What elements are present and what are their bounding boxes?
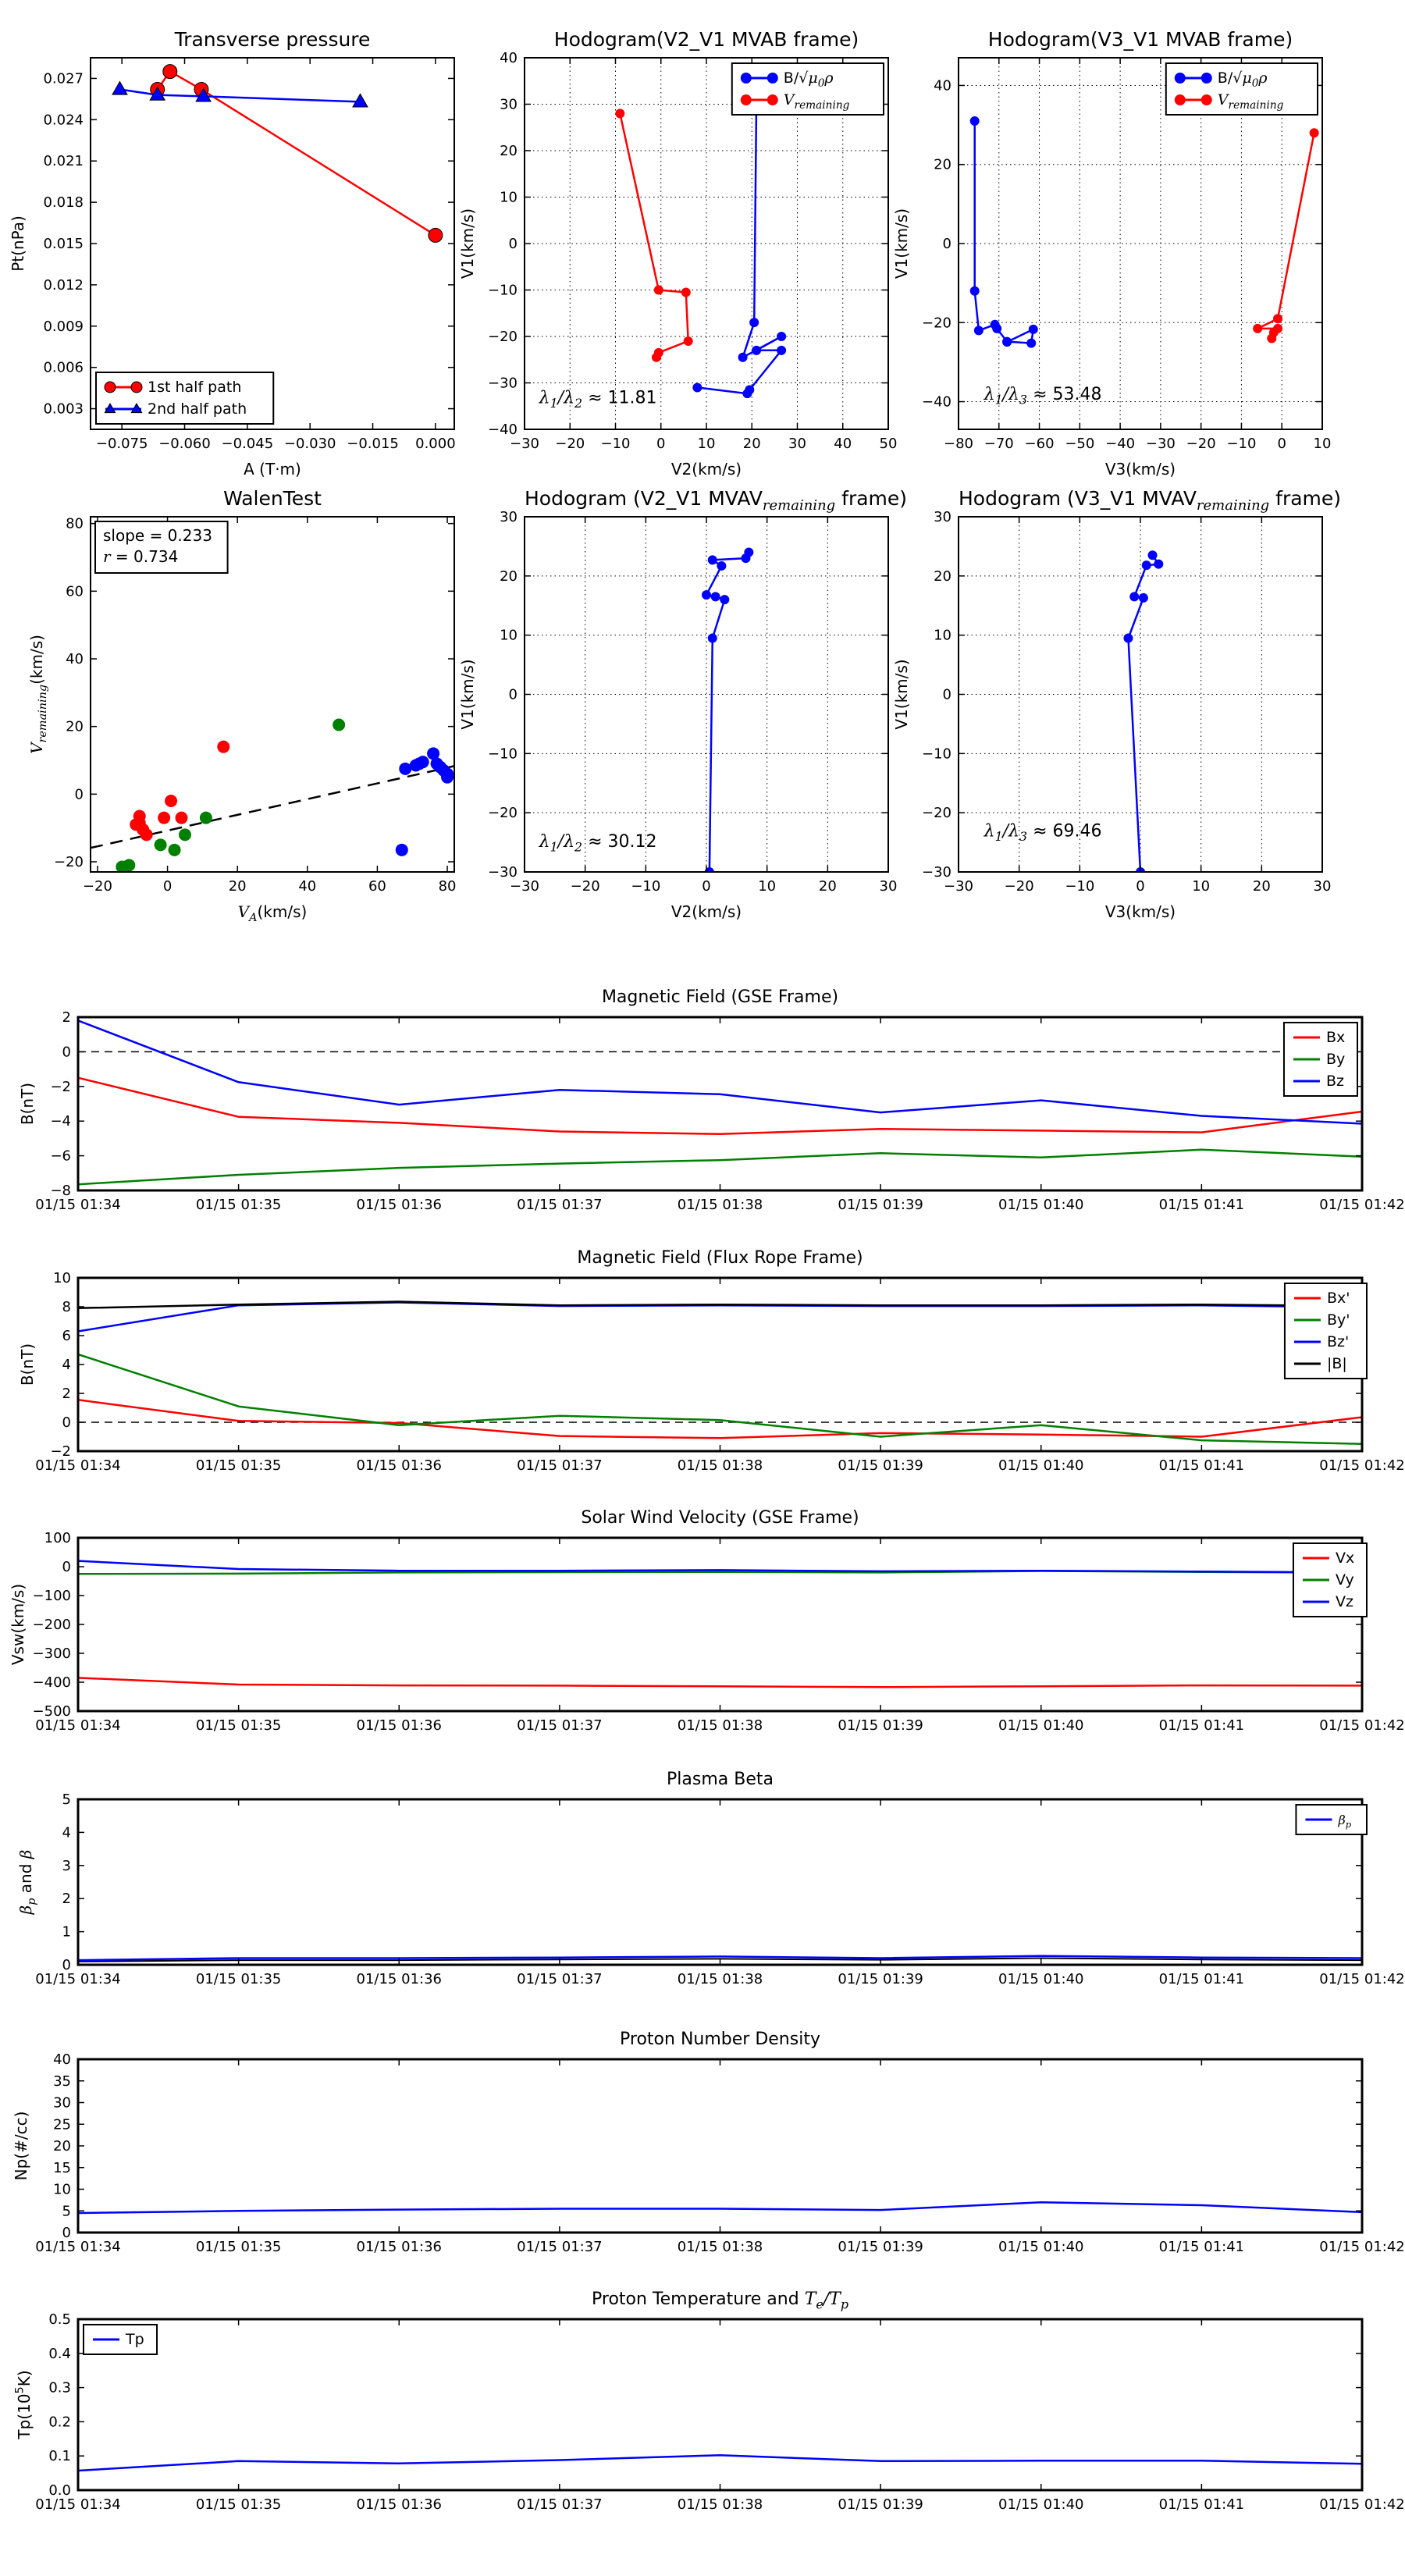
svg-text:6: 6 [62,1328,71,1344]
svg-text:0: 0 [1136,878,1145,895]
svg-text:−200: −200 [32,1617,71,1633]
svg-text:5: 5 [62,1791,71,1808]
svg-text:Vy: Vy [1335,1571,1354,1589]
svg-text:01/15 01:36: 01/15 01:36 [356,2496,442,2513]
svg-text:4: 4 [62,1357,71,1373]
svg-text:01/15 01:42: 01/15 01:42 [1319,1457,1405,1474]
svg-text:40: 40 [66,651,84,667]
svg-text:5: 5 [62,2203,71,2220]
svg-text:01/15 01:40: 01/15 01:40 [998,1197,1084,1213]
svg-text:01/15 01:37: 01/15 01:37 [517,1971,603,1987]
svg-text:0: 0 [74,786,84,803]
svg-text:−20: −20 [54,854,84,870]
grid [525,517,888,872]
svg-text:10: 10 [500,189,518,206]
svg-text:30: 30 [934,509,951,525]
svg-text:60: 60 [368,878,386,895]
svg-text:01/15 01:36: 01/15 01:36 [356,1971,442,1987]
svg-text:B/√μ0ρ: $B/√\mu_0\rho$ [783,69,834,90]
axes [27,516,456,924]
svg-text:0: 0 [62,1957,71,1973]
svg-text:20: 20 [818,878,837,895]
chart-magnetic-field-flux-rope [18,1270,1405,1474]
legend [84,2325,157,2354]
svg-text:−20: −20 [1186,436,1216,452]
svg-text:60: 60 [66,583,84,600]
legend [1285,1283,1367,1379]
annotation: $\lambda_1/\lambda_2 \approx 11.81$ [539,388,657,411]
svg-text:80: 80 [438,878,457,895]
svg-text:01/15 01:35: 01/15 01:35 [195,1971,282,1987]
svg-text:0.000: 0.000 [415,436,456,452]
title-magnetic-field-gse: Magnetic Field (GSE Frame) [601,987,839,1007]
series-2nd-half-path [112,82,368,107]
svg-text:0: 0 [702,878,711,895]
svg-text:01/15 01:38: 01/15 01:38 [677,2496,763,2513]
series-scatter-red [130,741,229,841]
svg-text:4: 4 [62,1824,71,1841]
series-by [78,1150,1362,1184]
svg-text:2: 2 [62,1009,71,1026]
svg-text:01/15 01:38: 01/15 01:38 [677,1971,763,1987]
y-axis-label: Vsw(km/s) [9,1583,27,1666]
svg-text:−30: −30 [488,375,518,392]
svg-text:30: 30 [500,509,518,525]
svg-text:20: 20 [742,436,761,452]
svg-text:40: 40 [934,77,951,94]
svg-text:0.027: 0.027 [43,70,84,87]
svg-text:2: 2 [62,1386,71,1402]
title-proton-temperature: Proton Temperature and $T_e/T_p$ [592,2290,848,2312]
svg-text:−20: −20 [1004,878,1034,895]
svg-text:30: 30 [879,878,898,895]
svg-text:−80: −80 [944,436,973,452]
title-hodogram-v3v1-mvav: Hodogram (V3_V1 $MVAV_{remaining}$ frame) [959,487,1342,514]
svg-text:−0.015: −0.015 [347,436,399,452]
annotation: $\lambda_1/\lambda_3 \approx 53.48$ [984,384,1102,407]
svg-text:30: 30 [53,2094,71,2112]
svg-text:01/15 01:41: 01/15 01:41 [1158,1197,1245,1213]
svg-text:−10: −10 [922,745,951,763]
y-axis-label: $\beta_p$ and β [16,1849,38,1915]
stats-box [95,521,228,573]
legend [96,372,273,424]
svg-text:01/15 01:38: 01/15 01:38 [677,1457,763,1474]
svg-text:30: 30 [500,96,518,113]
svg-text:B/√μ0ρ: $B/√\mu_0\rho$ [1217,69,1268,90]
svg-text:01/15 01:38: 01/15 01:38 [677,2239,763,2255]
svg-text:01/15 01:39: 01/15 01:39 [838,2239,923,2255]
svg-text:1st half path: 1st half path [148,379,242,396]
legend [1284,1023,1357,1096]
chart-solar-wind-velocity [9,1530,1405,1734]
svg-text:−2: −2 [50,1078,71,1095]
svg-text:01/15 01:34: 01/15 01:34 [35,2496,121,2513]
svg-text:30: 30 [788,436,806,452]
svg-text:30: 30 [1313,878,1332,895]
y-axis-label: Pt(nPa) [9,215,27,272]
series-by- [78,1354,1362,1444]
title-hodogram-v3v1-mvab: Hodogram(V3_V1 MVAB frame) [987,28,1293,51]
y-axis-label: V1(km/s) [458,208,477,279]
legend [1296,1805,1367,1834]
svg-text:01/15 01:34: 01/15 01:34 [35,2239,121,2255]
svg-text:−10: −10 [631,878,661,895]
svg-text:15: 15 [53,2159,71,2176]
svg-text:0: 0 [62,2225,71,2241]
svg-text:Bx': Bx' [1326,1290,1350,1307]
axes [18,1009,1405,1213]
svg-text:01/15 01:34: 01/15 01:34 [35,1971,121,1987]
svg-text:20: 20 [228,878,247,895]
svg-text:01/15 01:38: 01/15 01:38 [677,1197,763,1213]
series-scatter-blue [396,747,454,856]
svg-text:20: 20 [500,143,518,159]
svg-text:0.5: 0.5 [48,2311,71,2328]
svg-text:01/15 01:35: 01/15 01:35 [195,1457,282,1474]
chart-hodogram-v2v1-mvav [458,509,897,921]
series-vx [78,1678,1362,1687]
svg-text:−8: −8 [50,1183,71,1199]
svg-text:01/15 01:37: 01/15 01:37 [517,2496,603,2513]
svg-text:20: 20 [1252,878,1271,895]
svg-text:Bz': Bz' [1326,1333,1350,1350]
svg-text:01/15 01:34: 01/15 01:34 [35,1717,121,1734]
svg-text:Bz: Bz [1325,1073,1344,1090]
svg-text:−30: −30 [922,864,951,881]
chart-magnetic-field-gse [18,1009,1405,1213]
svg-text:−20: −20 [922,315,951,332]
svg-text:−30: −30 [510,878,539,895]
svg-text:01/15 01:40: 01/15 01:40 [998,1457,1084,1474]
series-bz- [78,1303,1362,1332]
svg-text:Vx: Vx [1335,1550,1355,1567]
series-1st-half-path [151,65,443,243]
svg-text:−0.030: −0.030 [283,436,336,452]
svg-text:−30: −30 [488,864,518,881]
title-magnetic-field-fr: Magnetic Field (Flux Rope Frame) [577,1248,863,1268]
svg-text:01/15 01:41: 01/15 01:41 [1158,1457,1245,1474]
svg-text:01/15 01:42: 01/15 01:42 [1319,2496,1405,2513]
chart-hodogram-v3v1-mvab [892,58,1331,479]
svg-text:−30: −30 [1145,436,1176,452]
title-hodogram-v2v1-mvab: Hodogram(V2_V1 MVAB frame) [553,28,859,51]
svg-text:01/15 01:39: 01/15 01:39 [838,1971,923,1987]
svg-text:Tp: Tp [126,2331,144,2348]
svg-text:0.021: 0.021 [43,153,84,170]
svg-text:01/15 01:37: 01/15 01:37 [517,2239,603,2255]
x-axis-label: A (T·m) [244,460,301,479]
svg-text:0.012: 0.012 [43,276,84,294]
legend [1293,1543,1367,1617]
svg-text:0.006: 0.006 [43,359,84,376]
svg-text:−300: −300 [32,1646,71,1662]
svg-text:−40: −40 [922,393,951,411]
svg-text:−20: −20 [488,805,518,822]
annotation: $\lambda_1/\lambda_2 \approx 30.12$ [539,832,657,855]
svg-text:0: 0 [942,236,951,252]
title-plasma-beta: Plasma Beta [667,1770,774,1789]
y-axis-label: B(nT) [18,1082,37,1126]
svg-text:40: 40 [53,2051,71,2068]
svg-text:01/15 01:35: 01/15 01:35 [195,2496,282,2513]
svg-text:10: 10 [500,627,518,644]
svg-text:0: 0 [162,878,173,895]
annotation: $\lambda_1/\lambda_3 \approx 69.46$ [984,821,1102,844]
svg-text:0: 0 [508,236,518,252]
svg-text:2nd half path: 2nd half path [148,400,247,418]
svg-text:−6: −6 [50,1147,71,1165]
title-hodogram-v2v1-mvav: Hodogram (V2_V1 $MVAV_{remaining}$ frame) [525,487,908,514]
svg-text:8: 8 [62,1299,71,1315]
svg-text:10: 10 [697,436,716,452]
chart-plasma-beta [16,1791,1405,1987]
svg-text:0.018: 0.018 [43,194,84,212]
y-axis-label: $V_{remaining}(km/s)$ [27,635,49,754]
svg-text:−20: −20 [82,878,112,895]
svg-text:−30: −30 [510,436,539,452]
svg-text:40: 40 [500,50,518,66]
svg-text:01/15 01:36: 01/15 01:36 [356,1717,442,1734]
svg-text:0: 0 [1277,436,1286,452]
svg-text:35: 35 [53,2073,71,2090]
svg-text:−100: −100 [32,1588,71,1604]
svg-text:−20: −20 [555,436,585,452]
x-axis-label: V2(km/s) [670,902,742,921]
y-axis-label: V1(km/s) [892,208,911,279]
chart-proton-number-density [12,2051,1405,2255]
svg-text:0.1: 0.1 [48,2448,71,2465]
legend [732,63,884,115]
series-bz [78,1020,1362,1123]
svg-text:0: 0 [508,686,518,703]
svg-text:01/15 01:36: 01/15 01:36 [356,2239,442,2255]
svg-text:0.0: 0.0 [48,2482,71,2499]
svg-text:01/15 01:41: 01/15 01:41 [1158,1971,1245,1987]
title-transverse-pressure: Transverse pressure [174,28,371,51]
svg-text:25: 25 [53,2116,71,2133]
chart-walen-test [27,516,456,924]
title-walen-test: WalenTest [223,487,322,510]
legend [1166,63,1318,115]
svg-text:Vremaining: $V_{remaining}$ [1217,91,1284,112]
series-scatter-green [116,719,345,873]
chart-transverse-pressure [9,58,456,479]
svg-text:01/15 01:34: 01/15 01:34 [35,1197,121,1213]
series-bx- [78,1400,1362,1438]
series-|b| [78,1302,1362,1308]
title-proton-number-density: Proton Number Density [620,2030,820,2049]
svg-text:01/15 01:40: 01/15 01:40 [998,2239,1084,2255]
svg-text:−20: −20 [488,329,518,345]
x-axis-label: V2(km/s) [670,460,742,479]
svg-text:Bx: Bx [1325,1029,1346,1046]
svg-text:r = 0.734: r = 0.734 [103,547,179,566]
svg-text:−4: −4 [50,1113,71,1130]
svg-text:−40: −40 [1105,436,1136,452]
plot-border [78,1017,1362,1190]
svg-text:0: 0 [62,1414,71,1431]
series-b-0- [970,116,1038,348]
svg-text:−60: −60 [1024,436,1055,452]
axes [18,1270,1405,1474]
svg-text:−400: −400 [32,1674,71,1691]
svg-text:01/15 01:35: 01/15 01:35 [195,1197,282,1213]
svg-text:01/15 01:37: 01/15 01:37 [517,1197,603,1213]
series--v-remaining- [615,109,692,361]
svg-text:2: 2 [62,1891,71,1908]
svg-text:10: 10 [1313,436,1332,452]
svg-text:−30: −30 [944,878,973,895]
svg-text:−20: −20 [922,805,951,822]
x-axis-label: V3(km/s) [1104,902,1176,921]
svg-text:0.3: 0.3 [48,2379,71,2396]
axes [14,2311,1405,2513]
svg-text:01/15 01:40: 01/15 01:40 [998,1717,1084,1734]
svg-text:By: By [1325,1051,1346,1068]
svg-text:−10: −10 [1065,878,1095,895]
svg-text:01/15 01:42: 01/15 01:42 [1319,1197,1405,1213]
x-axis-label: V3(km/s) [1104,460,1176,479]
svg-text:20: 20 [934,568,951,585]
svg-text:01/15 01:37: 01/15 01:37 [517,1717,603,1734]
svg-text:01/15 01:39: 01/15 01:39 [838,1717,923,1734]
svg-text:01/15 01:41: 01/15 01:41 [1158,2239,1245,2255]
svg-text:−0.045: −0.045 [221,436,274,452]
svg-text:01/15 01:39: 01/15 01:39 [838,1457,923,1474]
svg-text:10: 10 [53,1270,71,1286]
y-axis-label: $Tp(10^5K)$ [13,2370,34,2439]
svg-text:−500: −500 [32,1703,71,1720]
svg-text:10: 10 [1192,878,1211,895]
svg-text:01/15 01:37: 01/15 01:37 [517,1457,603,1474]
y-axis-label: V1(km/s) [458,659,477,730]
series-v-hodogram [702,548,753,877]
svg-text:100: 100 [44,1530,71,1546]
svg-text:By': By' [1326,1311,1350,1329]
svg-text:−10: −10 [600,436,631,452]
svg-text:−0.075: −0.075 [95,436,148,452]
svg-text:01/15 01:38: 01/15 01:38 [677,1717,763,1734]
plot-border [78,2319,1362,2490]
svg-text:20: 20 [66,718,84,735]
series-vz [78,1561,1362,1573]
y-axis-label: B(nT) [18,1343,37,1386]
svg-text:01/15 01:40: 01/15 01:40 [998,2496,1084,2513]
svg-text:−0.060: −0.060 [158,436,211,452]
series--v-remaining- [1253,128,1318,343]
svg-text:−40: −40 [488,422,518,438]
series-np [78,2202,1362,2213]
svg-text:01/15 01:36: 01/15 01:36 [356,1457,442,1474]
svg-text:0: 0 [942,686,951,703]
svg-text:10: 10 [53,2181,71,2198]
svg-text:0.015: 0.015 [43,236,84,252]
svg-text:01/15 01:35: 01/15 01:35 [195,2239,282,2255]
svg-text:|B|: |B| [1326,1355,1347,1372]
y-axis-label: Np(#/cc) [12,2111,30,2181]
svg-text:βp: $\beta_p$ [1338,1813,1352,1830]
svg-text:−70: −70 [984,436,1014,452]
svg-text:10: 10 [758,878,777,895]
svg-text:50: 50 [879,436,898,452]
svg-text:01/15 01:39: 01/15 01:39 [838,2496,923,2513]
axes [12,2051,1405,2255]
svg-text:0.024: 0.024 [43,112,84,129]
svg-text:01/15 01:40: 01/15 01:40 [998,1971,1084,1987]
svg-text:1: 1 [62,1923,71,1941]
svg-text:−10: −10 [1226,436,1257,452]
y-axis-label: V1(km/s) [892,659,911,730]
axes [9,1530,1405,1734]
svg-text:01/15 01:42: 01/15 01:42 [1319,2239,1405,2255]
svg-text:slope = 0.233: slope = 0.233 [103,526,212,545]
x-axis-label: $V_A(km/s)$ [237,902,308,924]
chart-hodogram-v2v1-mvab [458,50,897,479]
svg-text:−10: −10 [488,282,518,299]
svg-text:Vz: Vz [1335,1593,1353,1610]
svg-text:10: 10 [934,627,951,644]
svg-text:−50: −50 [1065,436,1095,452]
grid [959,517,1322,872]
svg-text:0.003: 0.003 [43,400,84,418]
svg-text:−10: −10 [488,745,518,763]
svg-text:−20: −20 [570,878,600,895]
svg-text:20: 20 [53,2138,71,2154]
chart-hodogram-v3v1-mvav [892,509,1331,921]
svg-text:01/15 01:36: 01/15 01:36 [356,1197,442,1213]
plot-border [78,1799,1362,1965]
svg-text:20: 20 [500,568,518,585]
chart-proton-temperature [14,2311,1405,2513]
svg-text:3: 3 [62,1857,71,1874]
svg-text:−2: −2 [50,1443,71,1460]
svg-text:01/15 01:42: 01/15 01:42 [1319,1971,1405,1987]
svg-text:40: 40 [298,878,317,895]
svg-text:01/15 01:34: 01/15 01:34 [35,1457,121,1474]
svg-text:01/15 01:39: 01/15 01:39 [838,1197,923,1213]
svg-text:20: 20 [934,156,951,173]
svg-text:01/15 01:42: 01/15 01:42 [1319,1717,1405,1734]
svg-text:0.4: 0.4 [48,2345,71,2362]
svg-text:0.009: 0.009 [43,318,84,335]
svg-text:01/15 01:35: 01/15 01:35 [195,1717,282,1734]
svg-text:80: 80 [66,515,84,532]
svg-text:01/15 01:41: 01/15 01:41 [1158,2496,1245,2513]
series-v-hodogram [1123,550,1163,877]
svg-text:0: 0 [656,436,666,452]
svg-text:0.2: 0.2 [48,2414,71,2431]
title-solar-wind-velocity: Solar Wind Velocity (GSE Frame) [581,1508,859,1528]
svg-text:0: 0 [62,1559,71,1575]
series-tp [78,2455,1362,2471]
svg-text:01/15 01:41: 01/15 01:41 [1158,1717,1245,1734]
plot-border [78,2059,1362,2233]
svg-text:Vremaining: $V_{remaining}$ [783,91,850,112]
svg-text:40: 40 [834,436,852,452]
svg-text:0: 0 [62,1044,71,1061]
